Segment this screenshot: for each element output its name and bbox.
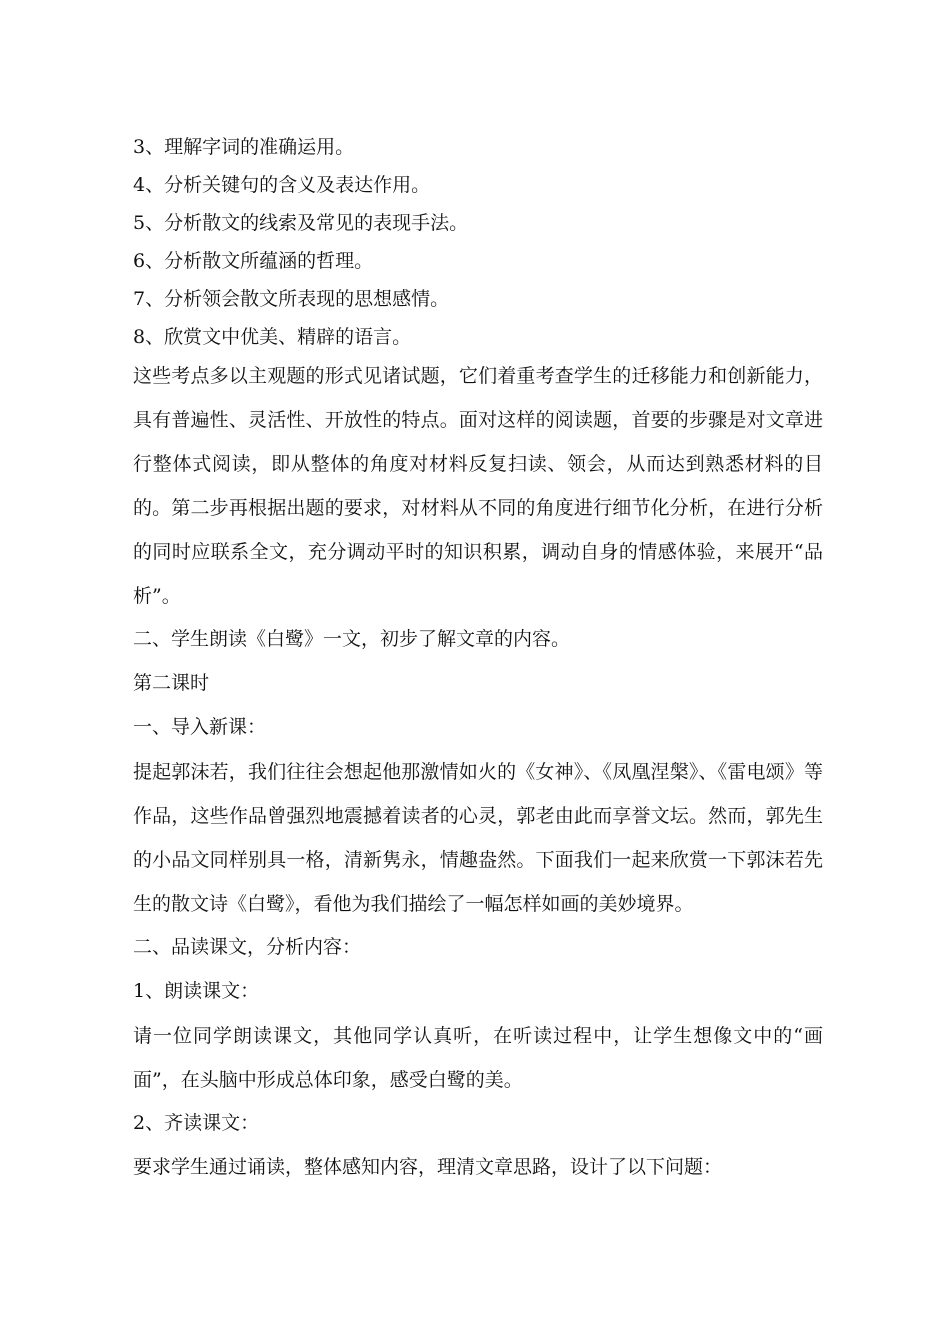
lesson-two-heading: 第二课时 — [133, 672, 210, 694]
intro-paragraph: 提起郭沫若，我们往往会想起他那激情如火的《女神》、《凤凰涅槃》、《雷电颂》等作品，这些作品曾强烈地震撼着读者的心灵，郭老由此而享誉文坛。然而，郭先生的小品文同样别具一格，清新隽永，情趣盎然。下面我们一起来欣赏一下郭沫若先生的散文诗《白鹭》，看他为我们描绘了一幅怎样如画的美妙境界。 — [133, 761, 823, 915]
objective-item-6: 6、分析散文所蕴涵的哲理。 — [133, 250, 374, 272]
objective-item-4: 4、分析关键句的含义及表达作用。 — [133, 174, 431, 196]
objective-item-8: 8、欣赏文中优美、精辟的语言。 — [133, 326, 412, 348]
questions-intro-line: 要求学生通过诵读，整体感知内容，理清文章思路，设计了以下问题： — [133, 1156, 723, 1178]
objective-item-3: 3、理解字词的准确运用。 — [133, 136, 355, 158]
objective-item-5: 5、分析散文的线索及常见的表现手法。 — [133, 212, 469, 234]
read-aloud-heading: 1、朗读课文： — [133, 980, 260, 1002]
exam-points-paragraph: 这些考点多以主观题的形式见诸试题，它们着重考查学生的迁移能力和创新能力，具有普遍性、灵活性、开放性的特点。面对这样的阅读题，首要的步骤是对文章进行整体式阅读，即从整体的角度对材料反复扫读、领会，从而达到熟悉材料的目的。第二步再根据出题的要求，对材料从不同的角度进行细节化分析，在进行分析的同时应联系全文，充分调动平时的知识积累，调动自身的情感体验，来展开“品析”。 — [133, 365, 823, 607]
analysis-heading: 二、品读课文，分析内容： — [133, 936, 362, 958]
objective-item-7: 7、分析领会散文所表现的思想感情。 — [133, 288, 450, 310]
intro-heading: 一、导入新课： — [133, 716, 267, 738]
read-together-heading: 2、齐读课文： — [133, 1112, 260, 1134]
document-body — [133, 128, 823, 1186]
read-aloud-paragraph: 请一位同学朗读课文，其他同学认真听，在听读过程中，让学生想像文中的“画面”，在头脑中形成总体印象，感受白鹭的美。 — [133, 1025, 823, 1091]
reading-step-heading: 二、学生朗读《白鹭》一文，初步了解文章的内容。 — [133, 628, 571, 650]
